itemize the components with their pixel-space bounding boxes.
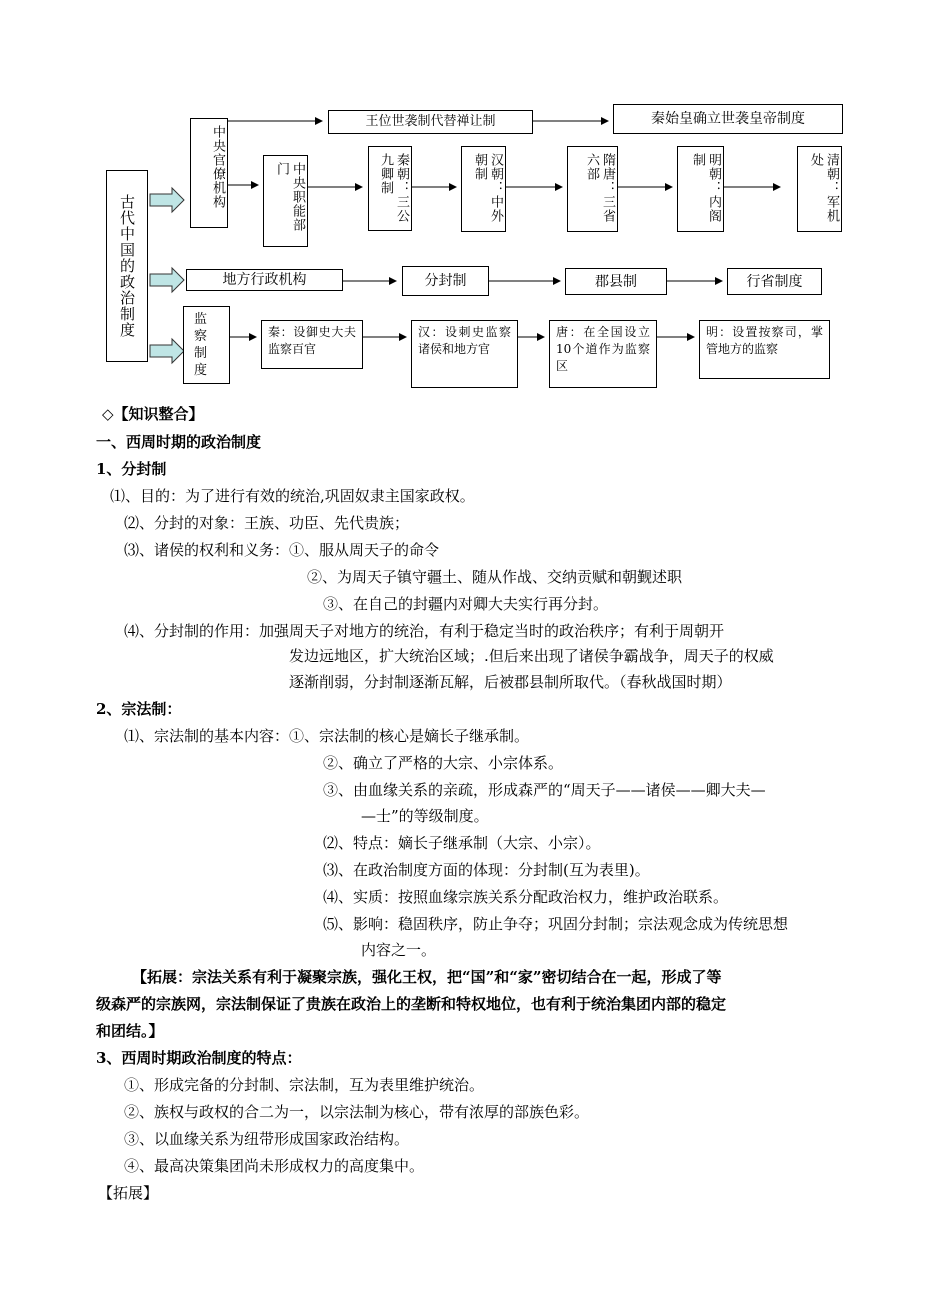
text-line: ⑷、分封制的作用：加强周天子对地方的统治，有利于稳定当时的政治秩序；有利于周朝开 [124, 622, 725, 640]
xingsheng-box: 行省制度 [727, 268, 822, 295]
heading-zongfa: 2、宗法制： [96, 700, 182, 718]
text-line: ①、形成完备的分封制、宗法制，互为表里维护统治。 [124, 1076, 485, 1094]
arrow-to-supervision [150, 339, 184, 363]
text-line: ④、最高决策集团尚未形成权力的高度集中。 [124, 1157, 425, 1175]
text-line: ⑸、影响：稳固秩序，防止争夺；巩固分封制；宗法观念成为传统思想 [323, 915, 789, 933]
qin-court-box: 秦朝：三公九卿制 [368, 146, 412, 231]
extension-note: 和团结。】 [96, 1022, 164, 1040]
qin-emperor-box: 秦始皇确立世袭皇帝制度 [613, 104, 843, 134]
sui-tang-court-box: 隋唐：三省六部 [567, 146, 618, 232]
text-line: ③、在自己的封疆内对卿大夫实行再分封。 [323, 595, 609, 613]
text-line: 发边远地区，扩大统治区域；.但后来出现了诸侯争霸战争，周天子的权威 [289, 647, 774, 665]
heading-fengjian: 1、分封制 [96, 460, 167, 478]
heading-western-zhou: 一、西周时期的政治制度 [96, 433, 262, 451]
text-line: ⑷、实质：按照血缘宗族关系分配政治权力，维护政治联系。 [323, 888, 729, 906]
text-line: ⑴、宗法制的基本内容：①、宗法制的核心是嫡长子继承制。 [124, 727, 530, 745]
central-bureaucracy-box: 中央官僚机构 [190, 118, 228, 228]
succession-box: 王位世袭制代替禅让制 [328, 110, 533, 134]
text-line: ②、为周天子镇守疆土、随从作战、交纳贡赋和朝觐述职 [307, 568, 683, 586]
supervision-box: 监察制度 [183, 306, 230, 384]
text-line: —士”的等级制度。 [361, 807, 489, 825]
ming-court-box: 明朝：内阁制 [677, 146, 724, 232]
text-line: 逐渐削弱，分封制逐渐瓦解，后被郡县制所取代。（春秋战国时期） [289, 673, 732, 691]
extension-heading: 【拓展】 [98, 1184, 159, 1202]
sup-ming-box: 明：设置按察司，掌管地方的监察 [699, 320, 830, 379]
section-heading: ◇【知识整合】 [102, 405, 204, 423]
text-line: ②、确立了严格的大宗、小宗体系。 [323, 754, 564, 772]
text-line: ②、族权与政权的合二为一，以宗法制为核心，带有浓厚的部族色彩。 [124, 1103, 590, 1121]
extension-note: 级森严的宗族网，宗法制保证了贵族在政治上的垄断和特权地位，也有利于统治集团内部的稳定 [96, 995, 727, 1013]
text-line: ⑴、目的：为了进行有效的统治,巩固奴隶主国家政权。 [110, 487, 475, 505]
arrow-to-central [150, 188, 184, 212]
qing-court-box: 清朝：军机处 [797, 146, 842, 232]
junxian-box: 郡县制 [565, 268, 667, 295]
fengjian-box: 分封制 [402, 266, 489, 296]
text-line: 内容之一。 [361, 941, 437, 959]
local-admin-box: 地方行政机构 [186, 269, 343, 291]
text-line: ③、以血缘关系为纽带形成国家政治结构。 [124, 1130, 410, 1148]
root-box: 古代中国的政治制度 [106, 170, 148, 362]
text-line: ⑵、特点：嫡长子继承制（大宗、小宗）。 [323, 834, 601, 852]
sup-han-box: 汉：设刺史监察诸侯和地方官 [411, 320, 518, 388]
han-court-box: 汉朝：中外朝制 [461, 146, 506, 232]
text-line: ⑶、诸侯的权利和义务：①、服从周天子的命令 [124, 541, 440, 559]
sup-qin-box: 秦：设御史大夫监察百官 [261, 320, 363, 369]
arrow-to-local [150, 268, 184, 292]
text-line: ⑶、在政治制度方面的体现：分封制(互为表里)。 [323, 861, 650, 879]
sup-tang-box: 唐：在全国设立10个道作为监察区 [549, 320, 657, 388]
text-line: ⑵、分封的对象：王族、功臣、先代贵族； [124, 514, 410, 532]
heading-features: 3、西周时期政治制度的特点： [96, 1049, 302, 1067]
extension-note: 【拓展：宗法关系有利于凝聚宗族，强化王权，把“国”和“家”密切结合在一起，形成了等 [132, 968, 722, 986]
central-functional-box: 中央职能部门 [263, 155, 308, 247]
text-line: ③、由血缘关系的亲疏，形成森严的“周天子——诸侯——卿大夫— [323, 781, 766, 799]
political-system-diagram [0, 0, 950, 400]
